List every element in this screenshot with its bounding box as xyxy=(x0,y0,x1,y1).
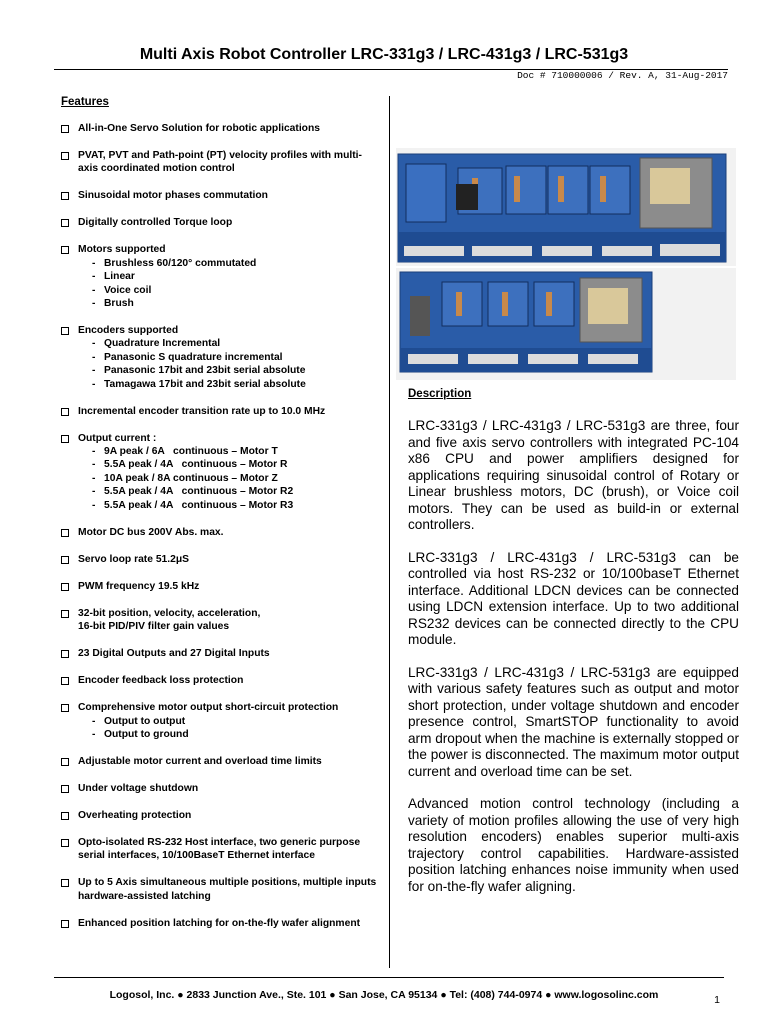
feature-text: 23 Digital Outputs and 27 Digital Inputs xyxy=(78,648,270,660)
checkbox-bullet-icon xyxy=(61,435,69,443)
checkbox-bullet-icon xyxy=(61,327,69,335)
feature-item xyxy=(61,189,381,202)
feature-item xyxy=(61,701,381,741)
feature-item xyxy=(61,122,381,135)
feature-text: Adjustable motor current and overload time limits xyxy=(78,755,322,767)
feature-item xyxy=(61,432,381,512)
dash-bullet: - xyxy=(92,715,96,727)
feature-subitem xyxy=(92,378,381,391)
feature-item xyxy=(61,553,381,566)
features-heading: Features xyxy=(61,96,109,108)
feature-sublist xyxy=(78,337,381,391)
dash-bullet: - xyxy=(92,446,96,458)
checkbox-bullet-icon xyxy=(61,192,69,200)
dash-bullet: - xyxy=(92,728,96,740)
features-list xyxy=(61,122,381,930)
footer-rule xyxy=(54,977,724,978)
checkbox-bullet-icon xyxy=(61,408,69,416)
feature-item xyxy=(61,216,381,229)
checkbox-bullet-icon xyxy=(61,704,69,712)
feature-subitem xyxy=(92,458,381,471)
feature-item xyxy=(61,405,381,418)
feature-text: Up to 5 Axis simultaneous multiple positions, multiple inputs hardware-assisted latching xyxy=(78,877,377,902)
feature-item xyxy=(61,324,381,391)
column-divider xyxy=(389,96,390,968)
checkbox-bullet-icon xyxy=(61,839,69,847)
checkbox-bullet-icon xyxy=(61,920,69,928)
feature-text: All-in-One Servo Solution for robotic applications xyxy=(78,123,320,134)
dash-bullet: - xyxy=(92,257,96,269)
feature-subitem-text: Quadrature Incremental xyxy=(104,338,221,350)
feature-subitem-text: Panasonic 17bit and 23bit serial absolute xyxy=(104,365,306,377)
feature-text: PVAT, PVT and Path-point (PT) velocity profiles with multi-axis coordinated motion control xyxy=(78,150,362,175)
checkbox-bullet-icon xyxy=(61,610,69,618)
feature-subitem-text: 5.5A peak / 4A continuous – Motor R3 xyxy=(104,499,294,511)
feature-item xyxy=(61,526,381,539)
dash-bullet: - xyxy=(92,499,96,511)
checkbox-bullet-icon xyxy=(61,650,69,658)
checkbox-bullet-icon xyxy=(61,556,69,564)
checkbox-bullet-icon xyxy=(61,785,69,793)
feature-subitem xyxy=(92,257,381,270)
feature-subitem xyxy=(92,445,381,458)
feature-text: Encoder feedback loss protection xyxy=(78,675,244,687)
description-heading: Description xyxy=(408,388,472,400)
dash-bullet: - xyxy=(92,378,96,390)
feature-item xyxy=(61,809,381,822)
description-paragraph: LRC-331g3 / LRC-431g3 / LRC-531g3 are three, four and five axis servo controllers with integrated PC-104 x86 CPU and power amplifiers designed for applications requiring sinusoidal control of Rotary or Linear brushless motors, DC (brush), or Voice coil motors. They can be used as build-in or external controllers. xyxy=(408,418,739,532)
feature-item xyxy=(61,580,381,593)
feature-subitem xyxy=(92,499,381,512)
feature-subitem xyxy=(92,337,381,350)
feature-text: Comprehensive motor output short-circuit protection xyxy=(78,702,339,714)
feature-text: Enhanced position latching for on-the-fly wafer alignment xyxy=(78,917,361,929)
feature-text: Overheating protection xyxy=(78,809,192,821)
feature-subitem-text: 5.5A peak / 4A continuous – Motor R xyxy=(104,459,288,471)
feature-sublist xyxy=(78,445,381,512)
feature-text: Under voltage shutdown xyxy=(78,782,199,794)
feature-text: Incremental encoder transition rate up to 10.0 MHz xyxy=(78,405,326,417)
feature-subitem xyxy=(92,270,381,283)
feature-subitem-text: Voice coil xyxy=(104,284,152,296)
feature-item xyxy=(61,243,381,310)
feature-text: Motor DC bus 200V Abs. max. xyxy=(78,526,224,538)
footer-contact: Logosol, Inc. ● 2833 Junction Ave., Ste. 101 ● San Jose, CA 95134 ● Tel: (408) 744-0974 ● www.logosolinc.com xyxy=(109,989,659,1001)
doc-number: Doc # 710000006 / Rev. A, 31-Aug-2017 xyxy=(517,70,728,81)
feature-sublist xyxy=(78,257,381,311)
dash-bullet: - xyxy=(92,351,96,363)
dash-bullet: - xyxy=(92,365,96,377)
checkbox-bullet-icon xyxy=(61,246,69,254)
feature-item xyxy=(61,647,381,660)
feature-subitem-text: Panasonic S quadrature incremental xyxy=(104,351,283,363)
document-title: Multi Axis Robot Controller LRC-331g3 / LRC-431g3 / LRC-531g3 xyxy=(139,46,629,63)
feature-text: Digitally controlled Torque loop xyxy=(78,217,233,229)
feature-text: Output current : xyxy=(78,432,157,444)
feature-sublist xyxy=(78,715,381,742)
feature-text: Opto-isolated RS-232 Host interface, two generic purpose serial interfaces, 10/100BaseT Ethernet interface xyxy=(78,836,361,862)
feature-text: Servo loop rate 51.2μS xyxy=(78,553,190,565)
controller-board-photo xyxy=(396,148,736,380)
feature-subitem xyxy=(92,297,381,310)
feature-text: Motors supported xyxy=(78,244,166,256)
feature-subitem xyxy=(92,715,381,728)
feature-subitem xyxy=(92,472,381,485)
feature-item xyxy=(61,755,381,768)
feature-subitem-text: Linear xyxy=(104,271,135,283)
feature-text: PWM frequency 19.5 kHz xyxy=(78,580,200,592)
checkbox-bullet-icon xyxy=(61,812,69,820)
feature-subitem-text: Output to ground xyxy=(104,728,189,740)
feature-subitem-text: 5.5A peak / 4A continuous – Motor R2 xyxy=(104,486,294,498)
description-paragraph: LRC-331g3 / LRC-431g3 / LRC-531g3 can be controlled via host RS-232 or 10/100baseT Ethernet interface. Additional LDCN devices can be connected using LDCN extension interface. Up to two additional RS232 devices can be connected directly to the CPU module. xyxy=(408,549,739,647)
checkbox-bullet-icon xyxy=(61,125,69,133)
features-column xyxy=(61,96,381,944)
feature-subitem xyxy=(92,364,381,377)
feature-subitem-text: Tamagawa 17bit and 23bit serial absolute xyxy=(104,378,306,390)
description-paragraph: LRC-331g3 / LRC-431g3 / LRC-531g3 are equipped with various safety features such as output and motor short protection, under voltage shutdown and encoder presence control, SmartSTOP functionality to avoid arm dropout when the machine is externally stopped or the power is disconnected. The maximum motor output current and overload time can be set. xyxy=(408,664,739,779)
page-number: 1 xyxy=(714,994,720,1006)
feature-subitem xyxy=(92,351,381,364)
dash-bullet: - xyxy=(92,284,96,296)
feature-item xyxy=(61,917,381,930)
checkbox-bullet-icon xyxy=(61,219,69,227)
feature-subitem xyxy=(92,485,381,498)
feature-subitem-text: Output to output xyxy=(104,715,186,727)
dash-bullet: - xyxy=(92,271,96,283)
feature-subitem-text: Brush xyxy=(104,298,134,310)
feature-item xyxy=(61,782,381,795)
feature-subitem-text: Brushless 60/120° commutated xyxy=(104,257,257,269)
feature-item xyxy=(61,674,381,687)
feature-text: Sinusoidal motor phases commutation xyxy=(78,190,268,202)
feature-item xyxy=(61,876,381,903)
checkbox-bullet-icon xyxy=(61,758,69,766)
description-paragraph: Advanced motion control technology (including a variety of motion profiles allowing the use of very high resolution encoders) enables superior multi-axis trajectory control capabilities. Hardware-assisted position latching enhances noise immunity when used for on-the-fly wafer aligning. xyxy=(408,796,739,894)
feature-item xyxy=(61,607,381,634)
feature-subitem xyxy=(92,728,381,741)
checkbox-bullet-icon xyxy=(61,152,69,160)
dash-bullet: - xyxy=(92,459,96,471)
description-body xyxy=(408,418,739,911)
dash-bullet: - xyxy=(92,338,96,350)
feature-text: Encoders supported xyxy=(78,325,179,337)
dash-bullet: - xyxy=(92,298,96,310)
feature-text: 32-bit position, velocity, acceleration, 16-bit PID/PIV filter gain values xyxy=(78,607,261,633)
checkbox-bullet-icon xyxy=(61,529,69,537)
feature-subitem-text: 9A peak / 6A continuous – Motor T xyxy=(104,446,278,458)
checkbox-bullet-icon xyxy=(61,879,69,887)
feature-subitem xyxy=(92,284,381,297)
checkbox-bullet-icon xyxy=(61,677,69,685)
feature-subitem-text: 10A peak / 8A continuous – Motor Z xyxy=(104,472,278,484)
feature-item xyxy=(61,149,381,176)
dash-bullet: - xyxy=(92,472,96,484)
checkbox-bullet-icon xyxy=(61,583,69,591)
feature-item xyxy=(61,836,381,863)
dash-bullet: - xyxy=(92,486,96,498)
